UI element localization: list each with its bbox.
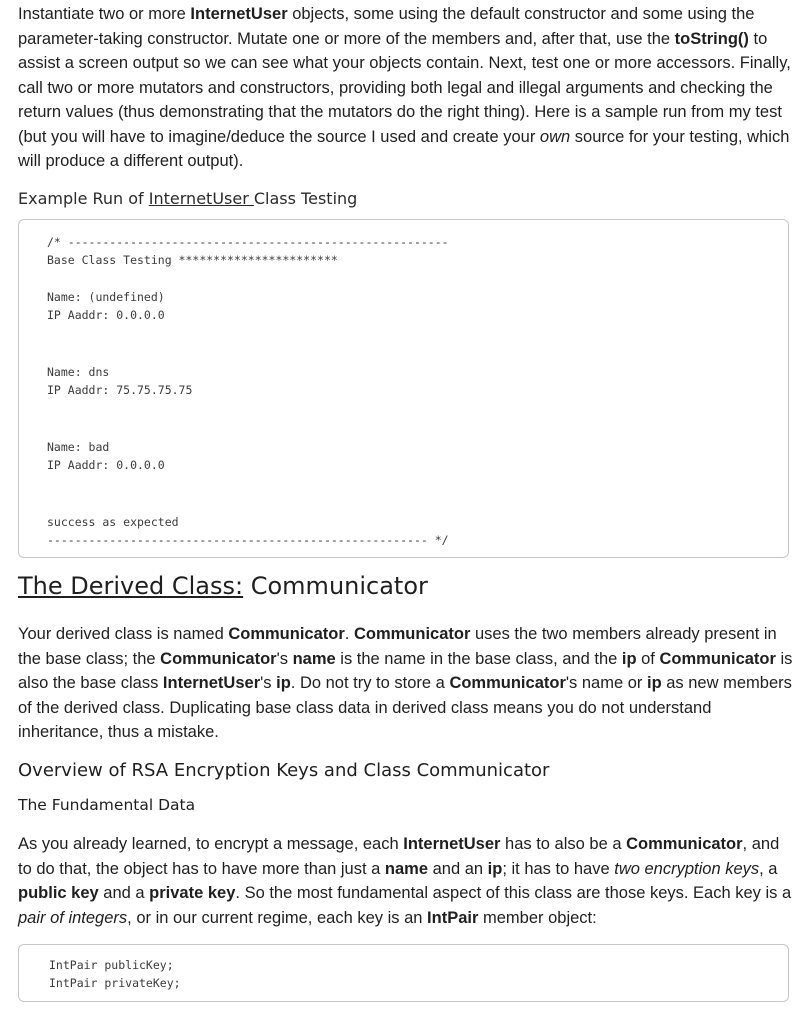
para-text: . So the most fundamental aspect of this class are those keys. Each key is a [235,884,792,902]
code-line: IP Aaddr: 0.0.0.0 [47,458,165,472]
para-bold: InternetUser [162,674,261,692]
intro-bold-tostring: toString() [674,29,749,48]
code-line: Name: bad [47,440,110,454]
para-text: 's [276,649,293,668]
para-text: , a [759,859,778,878]
para-bold: Communicator [160,649,277,668]
example-heading-text: Example Run of [18,189,149,208]
para-bold: ip [487,859,503,878]
para-bold: Communicator [353,625,471,643]
derived-heading-text: Communicator [243,572,428,600]
para-bold: ip [646,674,662,692]
para-text: member object: [478,908,597,927]
para-bold: Communicator [626,835,743,853]
intro-text: objects, some using the default constructor and some using the parameter-taking constructor. Mutate one or more of the members and, after that, use the [18,5,755,48]
para-text: and a [98,884,150,902]
para-text: , and to do that, the object has to have more than just a [18,835,780,878]
para-bold: private key [149,884,236,902]
para-italic: two encryption keys [614,859,760,878]
code-line: IP Aaddr: 75.75.75.75 [47,383,193,397]
code-line: Name: (undefined) [47,290,165,304]
code-line: Base Class Testing *********************** [47,253,338,267]
intro-bold-internetuser: InternetUser [190,5,288,23]
sample-run-code-block [18,219,789,558]
para-text: is the name in the base class, and the [335,649,622,668]
para-text: As you already learned, to encrypt a message, each [18,835,404,853]
intro-paragraph [18,2,793,174]
example-run-heading [18,189,357,208]
rsa-overview-heading: Overview of RSA Encryption Keys and Class Communicator [18,760,550,781]
para-text: 's [260,674,277,692]
para-bold: ip [276,674,291,692]
para-bold: name [292,649,336,668]
para-text: is also the base class [18,649,793,692]
para-bold: name [384,859,429,878]
para-text: 's name or [565,674,647,692]
para-text: ; it has to have [502,859,615,878]
fundamental-data-heading: The Fundamental Data [18,796,196,814]
code-line: /* ------------------------------------------------------- [47,235,449,249]
para-text: Your derived class is named [18,625,229,643]
intro-text: to assist a screen output so we can see what your objects contain. Next, test one or more accessors. Finally, call two or more mutators and constructors, providing both legal and illegal arguments and checking the return values (thus demonstrating that the mutators do the right thing). Here is a sample run from my test (but you will have to imagine/deduce the source I used and create your [18,29,791,146]
para-bold: IntPair [427,908,479,927]
para-bold: Communicator [228,625,345,643]
derived-class-heading [18,572,428,600]
derived-class-link[interactable]: The Derived Class: [18,572,244,600]
code-line: ------------------------------------------------------- */ [47,533,449,547]
para-text: has to also be a [500,835,627,853]
para-text: . Do not try to store a [290,674,450,692]
code-line: Name: dns [47,365,110,379]
intro-text: source for your testing, which will produce a different output). [18,127,790,170]
para-text: as new members of the derived class. Duplicating base class data in derived class means you do not understand inheritance, thus a mistake. [18,674,792,741]
fundamental-data-paragraph [18,832,793,930]
code-line: IP Aaddr: 0.0.0.0 [47,308,165,322]
intro-italic-own: own [539,127,571,146]
code-line: IntPair publicKey; [49,958,174,972]
para-bold: Communicator [659,649,776,668]
para-text: . [344,625,354,643]
intpair-code-block [18,944,789,1002]
derived-class-paragraph [18,622,793,745]
code-line: success as expected [47,515,179,529]
para-bold: Communicator [449,674,566,692]
para-text: and an [428,859,488,878]
intro-text: Instantiate two or more [18,5,191,23]
para-bold: InternetUser [403,835,501,853]
para-text: uses the two members already present in the base class; the [18,625,777,668]
para-italic: pair of integers [18,908,128,927]
para-bold: ip [621,649,637,668]
para-text: , or in our current regime, each key is an [127,908,428,927]
para-text: of [636,649,660,668]
internetuser-link[interactable]: InternetUser [148,189,254,208]
para-bold: public key [18,884,99,902]
example-heading-text: Class Testing [253,189,358,208]
code-line: IntPair privateKey; [49,976,181,990]
